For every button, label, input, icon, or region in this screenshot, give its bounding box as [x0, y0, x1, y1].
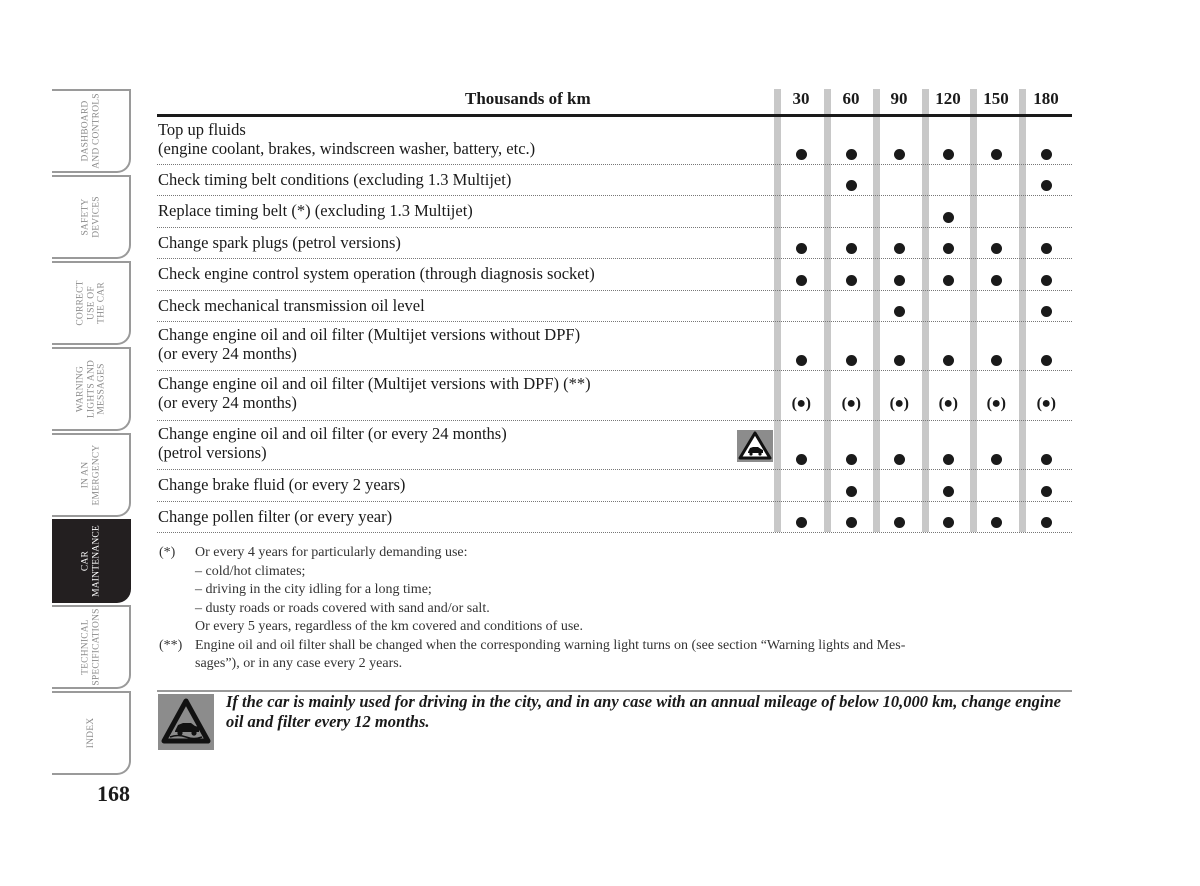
page-number: 168	[97, 781, 130, 806]
row-label: Check mechanical transmission oil level	[158, 296, 425, 315]
tab-in-an-emergency[interactable]	[52, 433, 131, 517]
schedule-mark-120	[928, 239, 968, 259]
row-label: Check engine control system operation (through diagnosis socket)	[158, 264, 595, 283]
schedule-mark-60	[831, 450, 871, 470]
dot-marker	[894, 355, 905, 366]
schedule-mark-180	[1026, 450, 1066, 470]
dot-marker	[1041, 275, 1052, 286]
table-row	[157, 291, 1072, 322]
schedule-mark-150	[976, 239, 1016, 259]
schedule-mark-90	[879, 450, 919, 470]
schedule-mark-180	[1026, 176, 1066, 196]
dot-marker	[1041, 306, 1052, 317]
dot-marker	[991, 275, 1002, 286]
tab-label: CORRECT USE OF THE CAR	[74, 280, 106, 326]
row-label: Replace timing belt (*) (excluding 1.3 Multijet)	[158, 201, 473, 220]
dot-marker	[846, 355, 857, 366]
column-header-60: 60	[842, 89, 860, 108]
schedule-mark-90: (●)	[889, 395, 909, 412]
dot-marker	[991, 517, 1002, 528]
schedule-mark-150: (●)	[986, 395, 1006, 412]
tab-technical-specifications[interactable]	[52, 605, 131, 689]
dot-marker	[943, 355, 954, 366]
dot-marker	[1041, 355, 1052, 366]
dot-marker	[943, 212, 954, 223]
footnote-line: – dusty roads or roads covered with sand and/or salt.	[195, 600, 490, 616]
schedule-mark-180	[1026, 271, 1066, 291]
schedule-mark-120	[928, 482, 968, 502]
column-header-30: 30	[792, 89, 810, 108]
schedule-mark-150	[976, 351, 1016, 371]
dot-marker	[943, 275, 954, 286]
section-tabs	[52, 89, 131, 775]
schedule-mark-180	[1026, 513, 1066, 533]
tab-label: IN AN EMERGENCY	[80, 444, 101, 506]
dot-marker	[846, 180, 857, 191]
row-label: Check timing belt conditions (excluding 1.3 Multijet)	[158, 170, 512, 189]
schedule-mark-30	[781, 450, 821, 470]
column-header-180: 180	[1033, 89, 1059, 108]
dot-marker	[894, 243, 905, 254]
dot-marker	[943, 149, 954, 160]
dot-marker	[1041, 180, 1052, 191]
table-row	[157, 196, 1072, 228]
table-row	[157, 421, 1072, 470]
schedule-mark-60	[831, 176, 871, 196]
row-label: Change spark plugs (petrol versions)	[158, 233, 401, 252]
schedule-mark-180	[1026, 302, 1066, 322]
tab-safety-devices[interactable]	[52, 175, 131, 259]
city-driving-tip	[157, 690, 1072, 750]
tip-text: If the car is mainly used for driving in the city, and in any case with an annual mileage of below 10,000 km, change engine oil and filter every 12 months.	[226, 692, 1061, 731]
row-label: Change engine oil and oil filter (Multijet versions with DPF) (**) (or every 24 months)	[158, 374, 591, 412]
row-label: Change engine oil and oil filter (or every 24 months) (petrol versions)	[158, 424, 507, 462]
table-row	[157, 117, 1072, 165]
schedule-mark-90	[879, 145, 919, 165]
table-row	[157, 322, 1072, 371]
schedule-mark-30	[781, 145, 821, 165]
dot-marker	[846, 275, 857, 286]
tab-index[interactable]	[52, 691, 131, 775]
schedule-mark-90	[879, 271, 919, 291]
dot-marker	[894, 517, 905, 528]
dot-marker	[991, 355, 1002, 366]
footnote-line: Or every 5 years, regardless of the km covered and conditions of use.	[195, 619, 583, 634]
tab-dashboard-and-controls[interactable]	[52, 89, 131, 173]
dot-marker	[943, 454, 954, 465]
schedule-mark-60	[831, 239, 871, 259]
schedule-mark-120	[928, 450, 968, 470]
table-row	[157, 371, 1072, 421]
dot-marker	[943, 243, 954, 254]
schedule-mark-60	[831, 351, 871, 371]
schedule-mark-120	[928, 208, 968, 228]
dot-marker	[1041, 243, 1052, 254]
footnote-line: sages”), or in any case every 2 years.	[195, 656, 403, 671]
table-row	[157, 502, 1072, 533]
tab-label: CAR MAINTENANCE	[80, 525, 101, 597]
dot-marker	[943, 517, 954, 528]
dot-marker	[846, 517, 857, 528]
schedule-mark-30	[781, 513, 821, 533]
column-header-90: 90	[890, 89, 908, 108]
schedule-mark-180	[1026, 145, 1066, 165]
schedule-mark-120: (●)	[938, 395, 958, 412]
schedule-mark-120	[928, 145, 968, 165]
row-label: Top up fluids (engine coolant, brakes, windscreen washer, battery, etc.)	[158, 120, 536, 158]
schedule-mark-90	[879, 239, 919, 259]
schedule-mark-120	[928, 271, 968, 291]
column-header-120: 120	[935, 89, 961, 108]
dot-marker	[991, 454, 1002, 465]
schedule-mark-90	[879, 351, 919, 371]
schedule-mark-30	[781, 271, 821, 291]
row-label: Change engine oil and oil filter (Multijet versions without DPF) (or every 24 months)	[158, 325, 581, 363]
tab-label: TECHNICAL SPECIFICATIONS	[80, 608, 101, 686]
dot-marker	[894, 454, 905, 465]
schedule-mark-150	[976, 450, 1016, 470]
table-row	[157, 470, 1072, 502]
dot-marker	[894, 275, 905, 286]
schedule-mark-150	[976, 145, 1016, 165]
dot-marker	[1041, 517, 1052, 528]
dot-marker	[943, 486, 954, 497]
schedule-mark-120	[928, 351, 968, 371]
schedule-mark-150	[976, 513, 1016, 533]
schedule-mark-60	[831, 482, 871, 502]
tab-label: DASHBOARD AND CONTROLS	[80, 93, 101, 169]
dot-marker	[796, 454, 807, 465]
dot-marker	[894, 306, 905, 317]
schedule-mark-60	[831, 513, 871, 533]
dot-marker	[796, 275, 807, 286]
car-warning-icon	[737, 430, 773, 462]
tab-label: WARNING LIGHTS AND MESSAGES	[74, 359, 106, 419]
schedule-mark-180	[1026, 482, 1066, 502]
dot-marker	[846, 243, 857, 254]
dot-marker	[846, 454, 857, 465]
footnote-line: Or every 4 years for particularly demanding use:	[195, 545, 468, 560]
tab-warning-lights-and-messages[interactable]	[52, 347, 131, 431]
footnote-marker-star: (*)	[159, 545, 176, 560]
dot-marker	[991, 149, 1002, 160]
schedule-mark-90	[879, 513, 919, 533]
dot-marker	[1041, 454, 1052, 465]
dot-marker	[796, 149, 807, 160]
schedule-mark-30	[781, 351, 821, 371]
schedule-mark-90	[879, 302, 919, 322]
tab-label: SAFETY DEVICES	[80, 196, 101, 238]
row-label: Change pollen filter (or every year)	[158, 507, 393, 526]
schedule-mark-120	[928, 513, 968, 533]
footnote-marker-double-star: (**)	[159, 637, 183, 653]
schedule-mark-30	[781, 239, 821, 259]
tab-car-maintenance[interactable]	[52, 519, 131, 603]
dot-marker	[846, 149, 857, 160]
table-header-label: Thousands of km	[465, 89, 591, 108]
schedule-mark-150	[976, 271, 1016, 291]
dot-marker	[796, 355, 807, 366]
dot-marker	[846, 486, 857, 497]
footnote-line: – driving in the city idling for a long time;	[195, 582, 432, 597]
table-row	[157, 228, 1072, 259]
column-header-150: 150	[983, 89, 1009, 108]
footnote-line: Engine oil and oil filter shall be changed when the corresponding warning light turns on (see section “Warning lights and Mes-	[195, 637, 906, 653]
schedule-mark-60	[831, 145, 871, 165]
schedule-mark-60: (●)	[841, 395, 861, 412]
tab-correct-use-of-the-car[interactable]	[52, 261, 131, 345]
table-row	[157, 165, 1072, 196]
schedule-mark-30: (●)	[791, 395, 811, 412]
car-warning-icon	[158, 694, 214, 750]
schedule-mark-180: (●)	[1036, 395, 1056, 412]
footnote-line: – cold/hot climates;	[195, 563, 306, 579]
dot-marker	[894, 149, 905, 160]
row-label: Change brake fluid (or every 2 years)	[158, 475, 406, 494]
dot-marker	[1041, 486, 1052, 497]
table-row	[157, 259, 1072, 291]
schedule-mark-180	[1026, 351, 1066, 371]
dot-marker	[1041, 149, 1052, 160]
schedule-mark-60	[831, 271, 871, 291]
dot-marker	[796, 243, 807, 254]
tab-label: INDEX	[85, 717, 96, 749]
schedule-mark-180	[1026, 239, 1066, 259]
dot-marker	[991, 243, 1002, 254]
dot-marker	[796, 517, 807, 528]
